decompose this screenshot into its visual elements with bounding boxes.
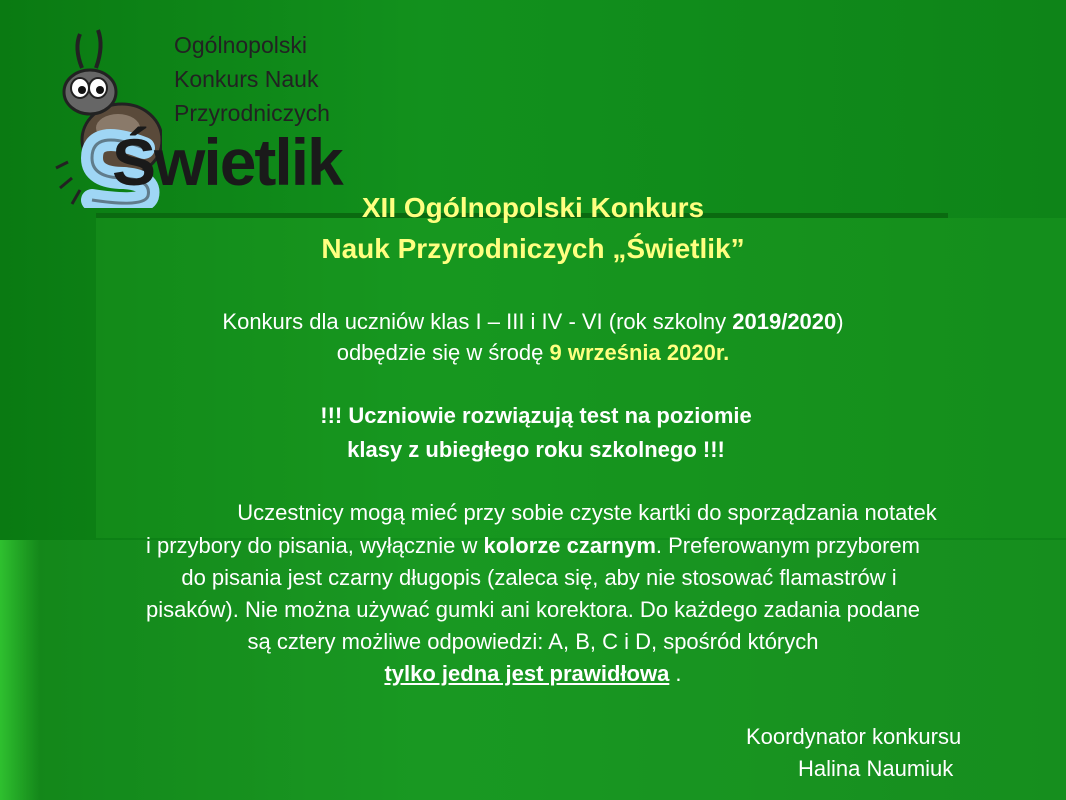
title-line-2: Nauk Przyrodniczych „Świetlik” [321, 233, 745, 264]
logo-line-3: Przyrodniczych [174, 100, 330, 126]
black-color-text: kolorze czarnym [483, 533, 656, 558]
logo-line-1: Ogólnopolski [174, 32, 307, 58]
rules-text-2a: i przybory do pisania, wyłącznie w [146, 533, 484, 558]
intro-date-prefix: odbędzie się w środę [336, 340, 550, 365]
title-line-1: XII Ogólnopolski Konkurs [361, 192, 705, 223]
intro-text-b: ) [836, 309, 844, 334]
intro-line-1 [0, 306, 1066, 338]
correct-answer-note: tylko jedna jest prawidłowa [384, 661, 670, 686]
rules-end: . [669, 661, 682, 686]
logo-wordmark: Świetlik [112, 125, 342, 199]
coordinator-role: Koordynator konkursu [746, 724, 962, 749]
logo [52, 28, 352, 208]
rules-line-5: są cztery możliwe odpowiedzi: A, B, C i D, spośród których [247, 629, 819, 654]
rules-text-2b: . Preferowanym przyborem [655, 533, 920, 558]
coordinator-name: Halina Naumiuk [798, 756, 954, 781]
rules-line-4: pisaków). Nie można używać gumki ani korektora. Do każdego zadania podane [145, 597, 921, 622]
warning-line-2: klasy z ubiegłego roku szkolnego !!! [347, 437, 725, 462]
rules-line-2 [0, 530, 1066, 562]
intro-line-2 [0, 337, 1066, 369]
intro-text-a: Konkurs dla uczniów klas I – III i IV - VI (rok szkolny [222, 309, 733, 334]
rules-line-6 [0, 658, 1066, 690]
warning-line-1: !!! Uczniowie rozwiązują test na poziomie [320, 403, 752, 428]
school-year: 2019/2020 [732, 309, 837, 334]
rules-line-3: do pisania jest czarny długopis (zaleca się, aby nie stosować flamastrów i [181, 565, 897, 590]
logo-line-2: Konkurs Nauk [174, 66, 319, 92]
rules-line-1: Uczestnicy mogą mieć przy sobie czyste kartki do sporządzania notatek [237, 500, 937, 525]
contest-date: 9 września 2020r. [549, 340, 730, 365]
